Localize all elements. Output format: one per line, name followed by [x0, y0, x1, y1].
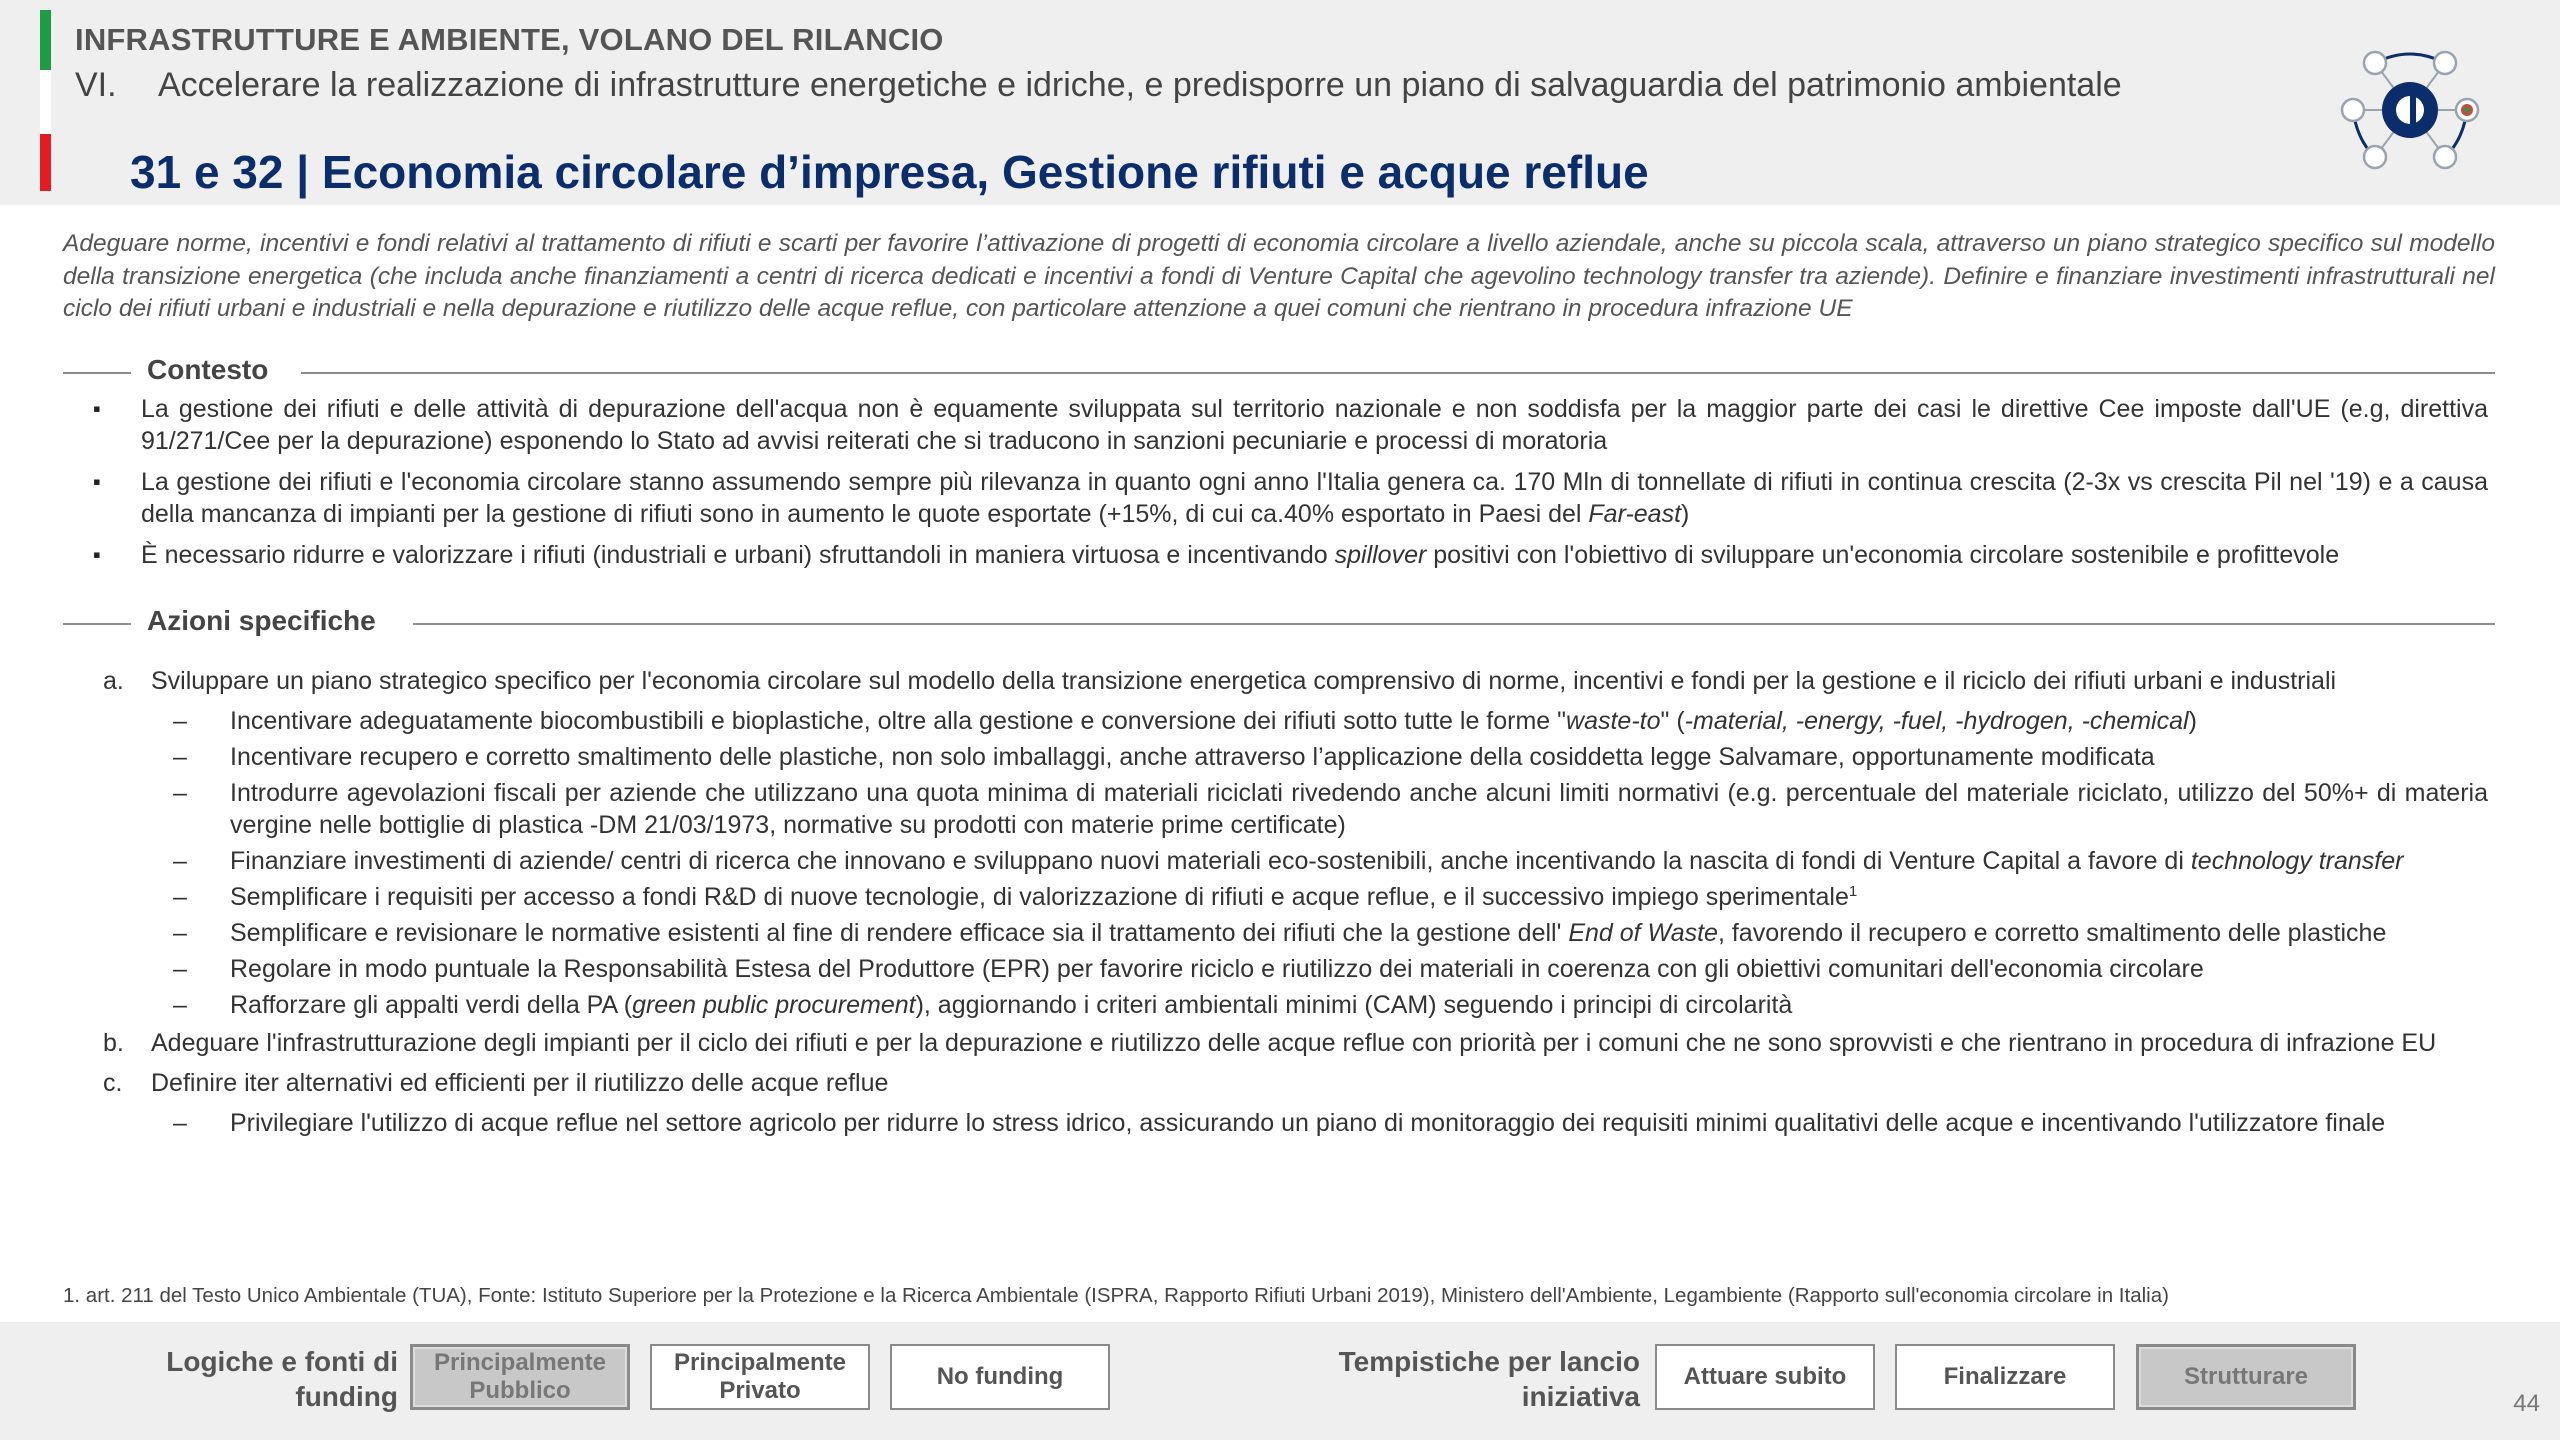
divider-left [63, 372, 131, 374]
timing-label: Tempistiche per lancio iniziativa [1338, 1346, 1640, 1412]
list-item: ▪ La gestione dei rifiuti e l'economia circolare stanno assumendo sempre più rilevanza in quanto ogni anno l'Italia genera ca. 170 Mln di tonnellate di rifiuti in continua crescita (2-3x vs crescita Pil nel '19) e a causa della mancanza di impianti per la gestione di rifiuti sono in aumento le quote esportate (+15%, di cui ca.40% esportato in Paesi del Far-east) [63, 466, 2488, 530]
list-item: – Incentivare adeguatamente biocombustibili e bioplastiche, oltre alla gestione e conversione dei rifiuti sotto tutte le forme "waste-to" (-material, -energy, -fuel, -hydrogen, -chemical) [173, 707, 2197, 735]
contesto-list [63, 393, 2488, 580]
divider-left [63, 623, 131, 625]
funding-pubblico-button[interactable]: Principalmente Pubblico [410, 1344, 630, 1410]
divider-right [301, 372, 2495, 374]
subsection-title [75, 66, 2122, 105]
action-text: Adeguare l'infrastrutturazione degli impianti per il ciclo dei rifiuti e per la depurazione e riutilizzo delle acque reflue con priorità per i comuni che ne sono sprovvisti e che rientrano in procedura di infrazione EU [151, 1029, 2437, 1057]
list-item: – Regolare in modo puntuale la Responsabilità Estesa del Produttore (EPR) per favorire riciclo e riutilizzo dei materiali in coerenza con gli obiettivi comunitari dell'economia circolare [173, 955, 2204, 983]
divider-right [413, 623, 2495, 625]
timing-strutturare-button[interactable]: Strutturare [2136, 1344, 2356, 1410]
list-item: – Privilegiare l'utilizzo di acque reflue nel settore agricolo per ridurre lo stress idrico, assicurando un piano di monitoraggio dei requisiti minimi qualitativi delle acque e incentivando l'utilizzatore finale [173, 1109, 2386, 1137]
flag-white-stripe [40, 70, 51, 134]
timing-finalizzare-button[interactable]: Finalizzare [1895, 1344, 2115, 1410]
list-item: ▪ La gestione dei rifiuti e delle attività di depurazione dell'acqua non è equamente sviluppata sul territorio nazionale e non soddisfa per la maggior parte dei casi le direttive Cee imposte dall'UE (e.g, direttiva 91/271/Cee per la depurazione) esponendo lo Stato ad avvisi reiterati che si traducono in sanzioni pecuniarie e processi di moratoria [63, 393, 2488, 457]
page-number: 44 [2513, 1390, 2540, 1417]
header-band [0, 0, 2560, 205]
subsection-number: VI. [75, 66, 117, 104]
list-item: – Rafforzare gli appalti verdi della PA (green public procurement), aggiornando i criteri ambientali minimi (CAM) seguendo i principi di circolarità [173, 991, 1793, 1019]
action-letter: b. [103, 1029, 124, 1057]
action-text: Definire iter alternativi ed efficienti per il riutilizzo delle acque reflue [151, 1069, 889, 1097]
actions-list [63, 665, 2488, 1143]
section-title: INFRASTRUTTURE E AMBIENTE, VOLANO DEL RILANCIO [75, 22, 944, 57]
action-letter: c. [103, 1069, 123, 1097]
section-label: Azioni specifiche [147, 605, 376, 636]
action-b [63, 1027, 2488, 1059]
flag-red-stripe [40, 134, 51, 191]
list-item: – Introdurre agevolazioni fiscali per aziende che utilizzano una quota minima di materiali riciclati rivedendo anche alcuni limiti normativi (e.g. percentuale del materiale riciclato, utilizzo del 50%+ di materia vergine nelle bottiglie di plastica -DM 21/03/1973, normative su prodotti con materie prime certificate) [173, 779, 2488, 839]
funding-privato-button[interactable]: Principalmente Privato [650, 1344, 870, 1410]
footnote-ref: 1 [1848, 883, 1858, 900]
intro-paragraph: Adeguare norme, incentivi e fondi relativi al trattamento di rifiuti e scarti per favorire l’attivazione di progetti di economia circolare a livello aziendale, anche su piccola scala, attraverso un piano strategico specifico sul modello della transizione energetica (che includa anche finanziamenti a centri di ricerca dedicati e incentivi a fondi di Venture Capital che agevolino technology transfer tra aziende). Definire e finanziare investimenti infrastrutturali nel ciclo dei rifiuti urbani e industriali e nella depurazione e riutilizzo delle acque reflue, con particolare attenzione a quei comuni che rientrano in procedura infrazione UE [63, 230, 2495, 322]
funding-label: Logiche e fonti di funding [166, 1346, 398, 1412]
list-item: – Incentivare recupero e corretto smaltimento delle plastiche, non solo imballaggi, anche attraverso l’applicazione della cosiddetta legge Salvamare, opportunamente modificata [173, 743, 2155, 771]
section-label: Contesto [147, 354, 269, 385]
action-a-sublist [63, 705, 2488, 1021]
flag-green-stripe [40, 10, 51, 70]
action-letter: a. [103, 667, 124, 695]
no-funding-button[interactable]: No funding [890, 1344, 1110, 1410]
action-c [63, 1067, 2488, 1099]
list-item: – Semplificare e revisionare le normative esistenti al fine di rendere efficace sia il trattamento dei rifiuti che la gestione dell' End of Waste, favorendo il recupero e corretto smaltimento delle plastiche [173, 919, 2387, 947]
network-logo-icon [2335, 45, 2485, 175]
page-title: 31 e 32 | Economia circolare d’impresa, Gestione rifiuti e acque reflue [130, 146, 1649, 198]
section-header-contesto [63, 352, 2495, 392]
list-item: ▪ È necessario ridurre e valorizzare i rifiuti (industriali e urbani) sfruttandoli in maniera virtuosa e incentivando spillover positivi con l'obiettivo di sviluppare un'economia circolare sostenibile e profittevole [63, 539, 2488, 571]
action-text: Sviluppare un piano strategico specifico per l'economia circolare sul modello della transizione energetica comprensivo di norme, incentivi e fondi per la gestione e il riciclo dei rifiuti urbani e industriali [151, 667, 2337, 695]
section-header-azioni [63, 603, 2495, 643]
action-c-sublist [63, 1107, 2488, 1139]
footnote: 1. art. 211 del Testo Unico Ambientale (TUA), Fonte: Istituto Superiore per la Protezione e la Ricerca Ambientale (ISPRA, Rapporto Rifiuti Urbani 2019), Ministero dell'Ambiente, Legambiente (Rapporto sull'economia circolare in Italia) [63, 1284, 2169, 1307]
subsection-text: Accelerare la realizzazione di infrastrutture energetiche e idriche, e predisporre un piano di salvaguardia del patrimonio ambientale [158, 66, 2122, 104]
list-item: – Finanziare investimenti di aziende/ centri di ricerca che innovano e sviluppano nuovi materiali eco-sostenibili, anche incentivando la nascita di fondi di Venture Capital a favore di technology transfer [173, 847, 2404, 875]
list-item: – Semplificare i requisiti per accesso a fondi R&D di nuove tecnologie, di valorizzazione di rifiuti e acque reflue, e il successivo impiego sperimentale$^1$ [173, 883, 1858, 911]
action-a [63, 665, 2488, 697]
timing-attuare-subito-button[interactable]: Attuare subito [1655, 1344, 1875, 1410]
